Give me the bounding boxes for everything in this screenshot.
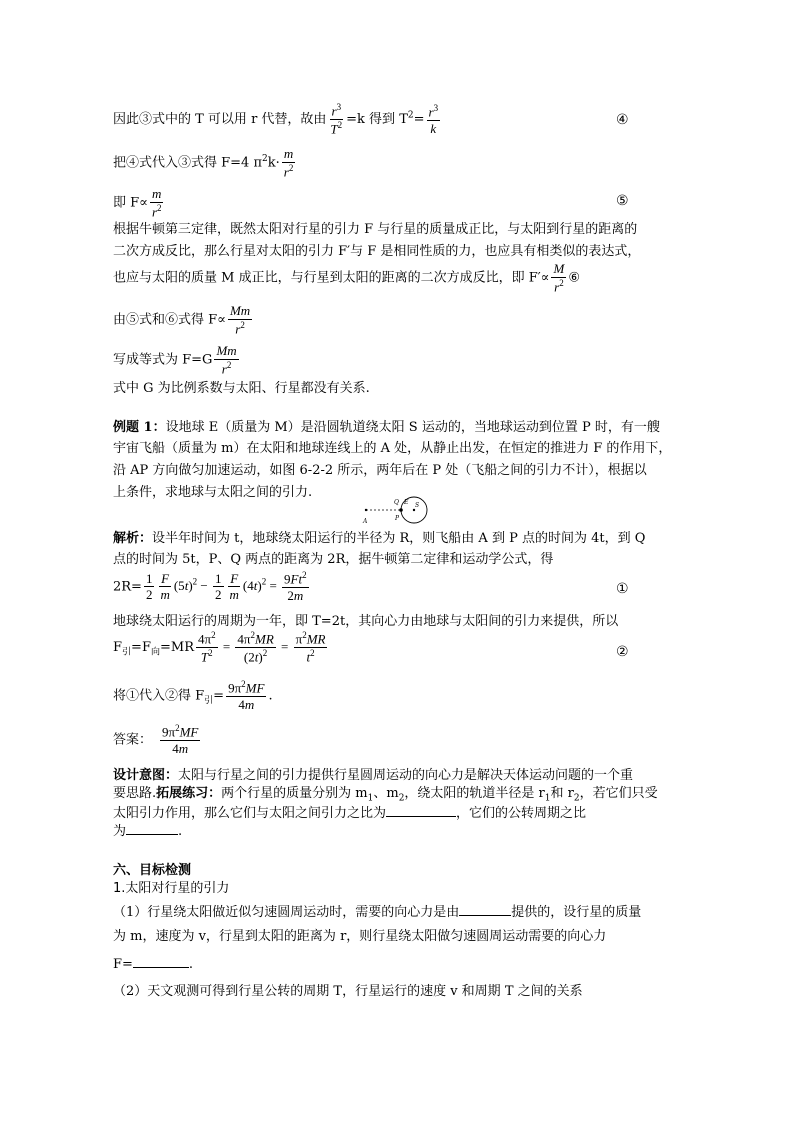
text: （1）行星绕太阳做近似匀速圆周运动时，需要的向心力是由: [113, 905, 460, 920]
fraction-m-over-r2: $\frac{m}{r^2}$: [283, 146, 294, 179]
design-line: [113, 822, 182, 840]
text: 因此③式中的 T 可以用 r 代替，故由: [113, 111, 327, 127]
solution-result: 将①代入②得 $F_引=$ $\frac{9\pi^2MF}{4m}$ .: [113, 679, 273, 712]
example-line: 上条件，求地球与太阳之间的引力.: [113, 485, 313, 500]
answer-blank[interactable]: [133, 955, 189, 968]
label-q: Q: [394, 499, 399, 506]
fraction-9pi2MF-over-4m: $\frac{9\pi^2MF}{4m}$: [228, 679, 265, 712]
example-line: [113, 420, 660, 436]
equation-number-4: ④: [616, 112, 629, 128]
answer-label: 答案：: [113, 732, 153, 748]
fraction-Mm-over-r2: $\frac{Mm}{r^2}$: [229, 303, 251, 336]
example-line: 宇宙飞船（质量为 m）在太阳和地球连线上的 A 处，从静止出发，在恒定的推进力 F 的作用下，: [113, 441, 672, 456]
text: ，绕太阳的轨道半径是 r: [404, 786, 545, 801]
solution-line: [113, 531, 645, 547]
equals: =: [277, 638, 292, 654]
line-derivation-7: [113, 304, 254, 336]
label-a: A: [363, 518, 368, 525]
fraction-1-over-2: $\frac{1}{2}$: [215, 570, 222, 603]
text: =F: [131, 639, 151, 655]
text: =: [413, 111, 425, 127]
fraction-pi2MR-over-t2: $\frac{\pi^2MR}{t^2}$: [295, 630, 326, 665]
equation-number-2: ②: [616, 644, 629, 660]
subscript: 向: [150, 647, 160, 658]
equation-number-5: ⑤: [616, 193, 629, 209]
text: 2R=: [113, 579, 142, 595]
answer-line: [113, 724, 202, 756]
fraction-9Ft2-over-2m: $\frac{9Ft^2}{2m}$: [284, 570, 307, 603]
text: 将①代入②得 F: [113, 688, 205, 704]
line-derivation-2: 把④式代入③式得 F=4 $\pi^2k\cdot$ $\frac{m}{r^2}$: [113, 146, 294, 179]
orbit-figure: [360, 495, 440, 527]
text: 设地球 E（质量为 M）是沿圆轨道绕太阳 S 运动的，当地球运动到位置 P 时，有一艘: [165, 420, 660, 435]
equals: =: [219, 638, 234, 654]
line-derivation-3: [113, 187, 166, 219]
line-derivation-8: [113, 344, 241, 376]
label-p: P: [395, 515, 400, 522]
section-title: 六、目标检测: [113, 863, 192, 878]
point-a: [365, 509, 367, 511]
text: 把④式代入③式得 F=4 π: [113, 155, 262, 171]
example-line: 沿 AP 方向做匀加速运动，如图 6-2-2 所示，两年后在 P 处（飞船之间的引力不计），根据以: [113, 463, 647, 478]
label-e: E: [404, 499, 409, 506]
paragraph-line: 二次方成反比，那么行星对太阳的引力 F′与 F 是相同性质的力，也应具有相类似的表达式，: [113, 244, 641, 259]
paragraph-line: 式中 G 为比例系数与太阳、行星都没有关系.: [113, 381, 370, 396]
text: 写成等式为 F=G: [113, 352, 213, 368]
term: $(4t)^2$ =: [242, 576, 281, 594]
text: F: [113, 639, 123, 655]
text: 由⑤式和⑥式得 F∝: [113, 312, 226, 328]
text: 为: [113, 824, 127, 839]
text: 太阳引力作用，那么它们与太阳之间引力之比为: [113, 806, 387, 821]
fraction-1-over-2: $\frac{1}{2}$: [145, 570, 153, 603]
fraction-M-over-r2: $\frac{M}{r^2}$: [553, 261, 565, 294]
text: =MR: [159, 639, 194, 655]
text: .: [188, 957, 194, 972]
text: 、m: [373, 786, 399, 801]
design-line: [113, 768, 633, 784]
text: 设半年时间为 t，地球绕太阳运行的半径为 R，则飞船由 A 到 P 点的时间为 4t，到 Q: [152, 531, 646, 546]
text: ，它们的公转周期之比: [456, 806, 587, 821]
fraction-F-over-m: $\frac{F}{m}$: [229, 570, 239, 603]
solution-line: 地球绕太阳运行的周期为一年，即 T=2t，其向心力由地球与太阳间的引力来提供，所以: [113, 614, 619, 629]
text: 太阳与行星之间的引力提供行星圆周运动的向心力是解决天体运动问题的一个重: [178, 768, 634, 783]
text: 即 F∝: [113, 195, 148, 211]
text: F=: [113, 957, 133, 972]
line-derivation-1: 因此③式中的 T 可以用 r 代替，故由 $\frac{r^3}{T^2}$ =k 得到 $T^2=$ $\frac{r^3}{k}$: [113, 102, 439, 137]
fraction-4pi2MR-over-2t2: $\frac{4\pi^2MR}{(2t)^2}$: [237, 630, 274, 665]
subscript: 引: [204, 695, 214, 706]
question-line: 为 m，速度为 v，行星到太阳的距离为 r，则行星绕太阳做匀速圆周运动需要的向心力: [113, 929, 607, 944]
fraction-Mm-over-r2: $\frac{Mm}{r^2}$: [216, 343, 237, 376]
fraction-9pi2MF-over-4m: $\frac{9\pi^2MF}{4m}$: [162, 723, 199, 756]
answer-blank[interactable]: [459, 903, 511, 916]
text: .: [178, 824, 183, 839]
fraction-m-over-r2: $\frac{m}{r^2}$: [151, 186, 162, 219]
question-line: [113, 955, 193, 973]
fraction-r3-over-k: $\frac{r^3}{k}$: [428, 102, 439, 136]
design-line: 要思路.拓展练习：两个行星的质量分别为 $m_1$、$m_2$，绕太阳的轨道半径是 $r_1$和 $r_2$，若它们只受: [113, 786, 658, 804]
sun-dot: [413, 509, 415, 511]
text: 提供的，设行星的质量: [511, 905, 642, 920]
solution-label: 解析：: [113, 531, 153, 546]
fraction-r3-over-T2: $\frac{r^3}{T^2}$: [330, 102, 343, 137]
equation-1: [113, 571, 311, 603]
equation-number-1: ①: [616, 581, 629, 597]
earth-dot: [399, 508, 403, 512]
design-label: 设计意图：: [113, 768, 179, 783]
text: =k 得到 T: [346, 111, 408, 127]
subsection-title: 1.太阳对行星的引力: [113, 881, 230, 896]
text: =: [213, 688, 225, 704]
label-s: S: [415, 502, 420, 509]
design-line: [113, 804, 586, 822]
question-line: （2）天文观测可得到行星公转的周期 T，行星运行的速度 v 和周期 T 之间的关系: [113, 984, 583, 999]
answer-blank[interactable]: [126, 822, 178, 835]
solution-line: 点的时间为 5t，P、Q 两点的距离为 2R，据牛顿第二定律和运动学公式，得: [113, 552, 554, 567]
paragraph-line: [113, 262, 580, 294]
text: 和 r: [550, 786, 574, 801]
question-line: [113, 903, 641, 921]
paragraph-line: 根据牛顿第三定律，既然太阳对行星的引力 F 与行星的质量成正比，与太阳到行星的距离的: [113, 222, 638, 237]
text: 也应与太阳的质量 M 成正比，与行星到太阳的距离的二次方成反比，即 F′∝: [113, 270, 550, 286]
text: 两个行星的质量分别为 m: [221, 786, 368, 801]
equation-2: [113, 631, 329, 664]
equation-number-6: ⑥: [568, 270, 580, 286]
text: 要思路.: [113, 786, 157, 801]
subscript: 引: [122, 647, 132, 658]
answer-blank[interactable]: [386, 804, 456, 817]
text: k·: [267, 155, 280, 171]
extension-label: 拓展练习：: [156, 786, 222, 801]
fraction-F-over-m: $\frac{F}{m}$: [160, 570, 170, 603]
term: $(5t)^2$ −: [173, 576, 211, 594]
text: ，若它们只受: [579, 786, 658, 801]
fraction-4pi2-over-T2: $\frac{4\pi^2}{T^2}$: [197, 630, 216, 665]
example-label: 例题 1：: [113, 420, 166, 435]
